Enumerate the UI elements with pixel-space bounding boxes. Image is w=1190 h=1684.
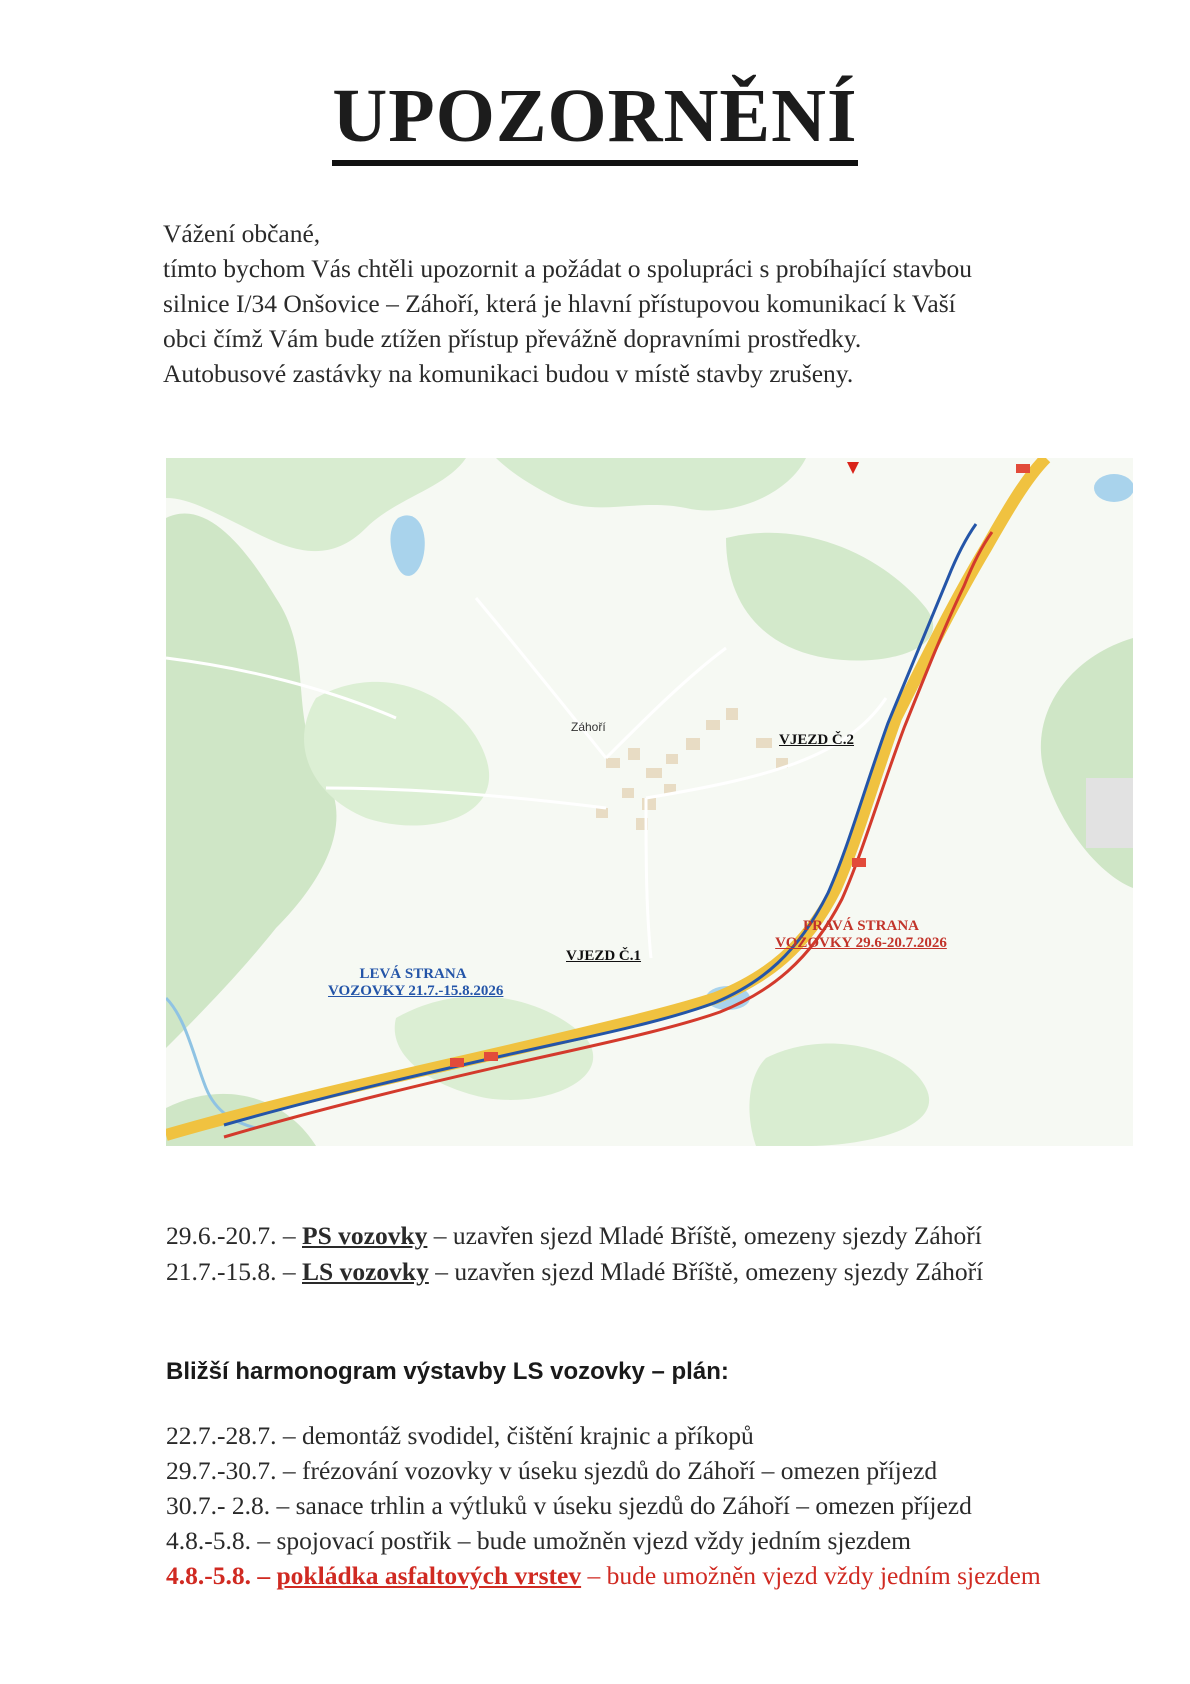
closure-dates: 21.7.-15.8. – xyxy=(166,1257,302,1286)
village-buildings xyxy=(596,708,788,830)
right-side-title: PRAVÁ STRANA xyxy=(803,918,919,934)
construction-map xyxy=(166,458,1133,1146)
right-side-label xyxy=(766,918,956,951)
exit-2-label: VJEZD Č.2 xyxy=(779,732,855,748)
forest-area xyxy=(749,1044,929,1146)
schedule-highlight-item xyxy=(166,1558,1126,1593)
left-side-dates: VOZOVKY 21.7.-15.8.2026 xyxy=(328,982,504,999)
closure-text: – uzavřen sjezd Mladé Bříště, omezeny sjezdy Záhoří xyxy=(428,1257,984,1286)
road-shield xyxy=(484,1052,498,1061)
schedule-item: 30.7.- 2.8. – sanace trhlin a výtluků v úseku sjezdů do Záhoří – omezen příjezd xyxy=(166,1491,972,1520)
schedule-item: 22.7.-28.7. – demontáž svodidel, čištění krajnic a příkopů xyxy=(166,1421,754,1450)
left-side-title: LEVÁ STRANA xyxy=(359,966,467,982)
closure-side: LS vozovky xyxy=(302,1257,429,1286)
forest-area xyxy=(166,513,336,1048)
page-title-text: UPOZORNĚNÍ xyxy=(332,78,857,166)
closure-side: PS vozovky xyxy=(302,1221,428,1250)
closure-item xyxy=(166,1254,1126,1290)
exit-1-label: VJEZD Č.1 xyxy=(566,948,642,964)
intro-line: obci čímž Vám bude ztížen přístup převážně dopravními prostředky. xyxy=(163,324,862,353)
forest-area xyxy=(1041,638,1133,888)
closure-dates: 29.6.-20.7. – xyxy=(166,1221,302,1250)
forest-area xyxy=(726,533,933,661)
road-shield xyxy=(450,1058,464,1067)
right-side-dates: VOZOVKY 29.6-20.7.2026 xyxy=(775,934,947,951)
schedule-item: 4.8.-5.8. – spojovací postřik – bude umožněn vjezd vždy jedním sjezdem xyxy=(166,1526,912,1555)
page-title xyxy=(0,74,1190,166)
village-label: Záhoří xyxy=(571,720,606,734)
pond xyxy=(390,515,424,576)
intro-paragraph xyxy=(163,216,1103,391)
left-side-label xyxy=(328,966,504,999)
forest-area xyxy=(496,458,806,511)
intro-line: Vážení občané, xyxy=(163,219,321,248)
location-marker-icon xyxy=(847,462,859,474)
schedule-title: Bližší harmonogram výstavby LS vozovky – plán: xyxy=(166,1358,729,1385)
highlight-label: pokládka asfaltových vrstev xyxy=(276,1561,582,1590)
road-shield xyxy=(1016,464,1030,473)
highlight-text: – bude umožněn vjezd vždy jedním sjezdem xyxy=(581,1561,1041,1590)
road-shield xyxy=(852,858,866,867)
closure-text: – uzavřen sjezd Mladé Bříště, omezeny sjezdy Záhoří xyxy=(427,1221,982,1250)
intro-line: silnice I/34 Onšovice – Záhoří, která je hlavní přístupovou komunikací k Vaší xyxy=(163,289,956,318)
pond xyxy=(1094,474,1133,502)
highlight-dates: 4.8.-5.8. – xyxy=(166,1561,277,1590)
closure-item xyxy=(166,1218,1126,1254)
schedule-list xyxy=(166,1418,1126,1593)
intro-line: tímto bychom Vás chtěli upozornit a požádat o spolupráci s probíhající stavbou xyxy=(163,254,972,283)
schedule-item: 29.7.-30.7. – frézování vozovky v úseku sjezdů do Záhoří – omezen příjezd xyxy=(166,1456,938,1485)
map-graphic xyxy=(166,458,1133,1146)
closure-list xyxy=(166,1218,1126,1290)
intro-line: Autobusové zastávky na komunikaci budou v místě stavby zrušeny. xyxy=(163,359,854,388)
industrial-area xyxy=(1086,778,1133,848)
